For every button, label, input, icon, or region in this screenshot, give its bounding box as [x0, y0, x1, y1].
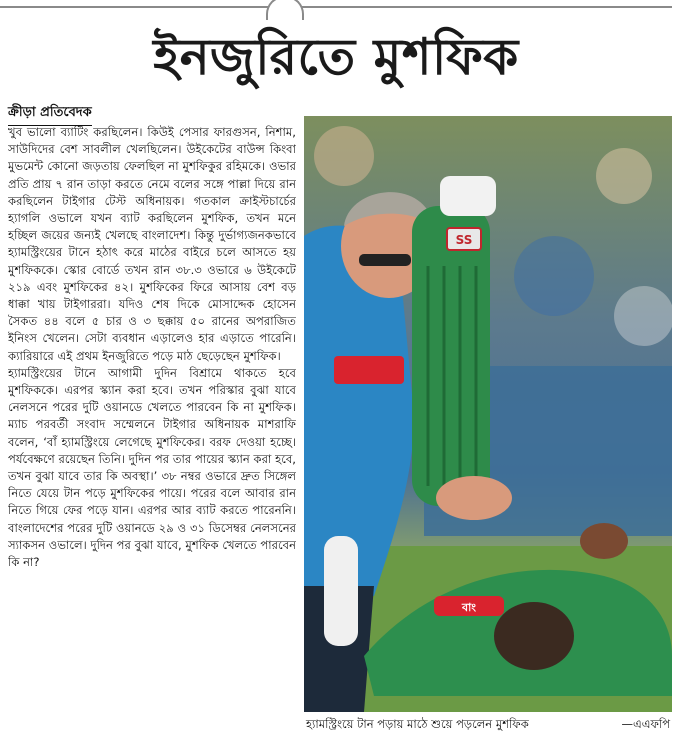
sunglasses: [359, 254, 411, 266]
byline: ক্রীড়া প্রতিবেদক: [8, 103, 92, 126]
pad-brand-text: SS: [455, 233, 473, 247]
crowd-blur: [514, 236, 594, 316]
crowd-blur: [314, 126, 374, 186]
player-shirt-text: বাং: [461, 601, 477, 614]
photo-caption: [304, 716, 672, 734]
news-photo: [304, 116, 672, 712]
player-head: [494, 602, 574, 670]
physio-logo: [334, 356, 404, 384]
caption-text: হ্যামস্ট্রিংয়ে টান পড়ায় মাঠে শুয়ে পড়লেন মুশফিক: [306, 717, 529, 731]
physio-hand: [436, 476, 512, 520]
crowd-blur: [614, 286, 672, 346]
player-arm-guard: [324, 536, 358, 646]
cricket-shoe: [440, 176, 496, 216]
photo-illustration: [304, 116, 672, 712]
headline: ইনজুরিতে মুশফিক: [153, 28, 519, 86]
article-body: [8, 124, 296, 732]
crowd-blur: [596, 148, 652, 204]
paragraph-1: খুব ভালো ব্যাটিং করছিলেন। কিউই পেসার ফারগুসন, নিশাম, সাউদিদের বেশ সাবলীল খেলছিলেন। উইকেটের বাউন্স কিংবা মুভমেন্ট কোনো জড়তায় ফেলছিল না মুশফিকুর রহিমকে। ওভার প্রতি প্রায় ৭ রান তাড়া করতে নেমে বলের সঙ্গে পাল্লা দিয়ে রান করছিলেন টাইগার টেস্ট অধিনায়ক। গতকাল ক্রাইস্টচার্চের হ্যাগলি ওভালে যখন ব্যাট করছিলেন মুশফিক, তখন মনে হচ্ছিল জয়ের জন্যই খেলছে বাংলাদেশ। কিন্তু দুর্ভাগ্যজনকভাবে হ্যামস্ট্রিংয়ের টানে হঠাৎ করে মাঠের বাইরে চলে আসতে হয় মুশফিককে। স্কোর বোর্ডে তখন রান ৩৮.৩ ওভারে ৬ উইকেটে ২১৯ এবং মুশফিকের ৪২। মুশফিকের ফিরে আসায় বেশ বড় ধাক্কা খায় টাইগাররা। যদিও শেষ দিকে মোসাদ্দেক হোসেন সৈকত ৪৪ বলে ৫ চার ও ৩ ছক্কায় ৫০ রানের অপরাজিত ইনিংস খেলেন। সেটা ব্যবধান এড়ালেও হার এড়াতে পারেনি। ক্যারিয়ারে এই প্রথম ইনজুরিতে পড়ে মাঠ ছেড়েছেন মুশফিক।: [8, 125, 296, 363]
photo-credit: —এএফপি: [621, 717, 670, 731]
paragraph-2: হ্যামস্ট্রিংয়ের টানে আগামী দুদিন বিশ্রামে থাকতে হবে মুশফিককে। এরপর স্ক্যান করা হবে। তখন পরিস্কার বুঝা যাবে নেলসনে পরের দুটি ওয়ানডে খেলতে পারবেন কি না মুশফিক। ম্যাচ পরবর্তী সংবাদ সম্মেলনে টাইগার অধিনায়ক মাশরাফি বলেন, ‘বাঁ হ্যামস্ট্রিংয়ে লেগেছে মুশফিকের। বরফ দেওয়া হচ্ছে। পর্যবেক্ষণে রয়েছেন তিনি। দুদিন পর তার পায়ের স্ক্যান করা হবে, তখন বুঝা যাবে তার কি অবস্থা।’ ৩৮ নম্বর ওভারে দ্রুত সিঙ্গেল নিতে যেয়ে টান পড়ে মুশফিকের পায়ে। পরের বলে আবার রান নিতে গিয়ে ফের পড়ে যান। এরপর আর ব্যাট করতে পারেননি। বাংলাদেশের পরের দুটি ওয়ানডে ২৯ ও ৩১ ডিসেম্বর নেলসনের স্যাকসন ওভালে। দুদিন পর বুঝা যাবে, মুশফিক খেলতে পারবেন কি না?: [8, 365, 296, 570]
player-hand: [580, 523, 628, 559]
top-rule: [0, 6, 672, 8]
rule-ornament: [266, 0, 304, 20]
